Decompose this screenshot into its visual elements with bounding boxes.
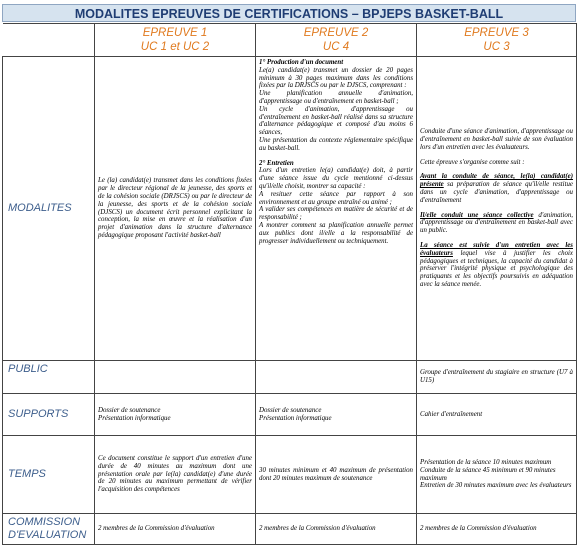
modalites-epreuve-3-p3-bold: Avant la conduite de séance, le(la) candidat(e) présente: [420, 173, 573, 189]
header-epreuve-3-title: EPREUVE 3: [464, 27, 529, 39]
supports-epreuve-2-l2: Présentation informatique: [259, 414, 332, 422]
row-commission: [3, 514, 577, 545]
modalites-epreuve-3-p4-rest: d'animation, d'apprentissage ou d'entraînement en basket-ball avec un public.: [420, 211, 574, 235]
supports-epreuve-2-l1: Dossier de soutenance: [259, 406, 322, 414]
temps-epreuve-3: [417, 436, 577, 514]
supports-epreuve-1-l1: Dossier de soutenance: [98, 406, 161, 414]
row-label-supports: SUPPORTS: [3, 394, 95, 436]
modalites-epreuve-3-p4-bold: Il/elle conduit une séance collective: [420, 211, 534, 219]
commission-epreuve-1: 2 membres de la Commission d'évaluation: [95, 514, 256, 545]
public-epreuve-1: [95, 361, 256, 394]
commission-epreuve-2: 2 membres de la Commission d'évaluation: [256, 514, 417, 545]
supports-epreuve-1-l2: Présentation informatique: [98, 414, 171, 422]
row-modalites: [3, 57, 577, 361]
temps-epreuve-3-l2: Conduite de la séance 45 minimum et 90 minutes maximum: [420, 466, 556, 482]
modalites-epreuve-2-p6: A resituer cette séance par rapport à son environnement et au groupe entraîné ou animé ;: [259, 190, 413, 206]
modalites-epreuve-2: [256, 57, 417, 361]
modalites-epreuve-2-p5: Lors d'un entretien le(a) candidat(e) doit, à partir d'une séance issue du cycle mentionné ci-dessus qu'il/elle choisit, montrer sa capacité :: [259, 167, 413, 190]
row-public: [3, 361, 577, 394]
header-epreuve-2-title: EPREUVE 2: [303, 27, 369, 39]
modalites-epreuve-1: [95, 57, 256, 361]
page-title: MODALITES EPREUVES DE CERTIFICATIONS – BPJEPS BASKET-BALL: [2, 4, 576, 22]
certification-table: [2, 23, 577, 545]
header-row: [3, 24, 577, 57]
row-label-public: PUBLIC: [3, 361, 95, 394]
header-epreuve-3: [417, 24, 577, 57]
supports-epreuve-2: [256, 394, 417, 436]
row-label-modalites: MODALITES: [3, 57, 95, 361]
modalites-epreuve-3-p3-rest: sa préparation de séance qu'il/elle restitue dans un cycle d'animation, d'apprentissage ou d'entraînement: [420, 181, 573, 204]
supports-epreuve-1: [95, 394, 256, 436]
header-epreuve-2: [256, 24, 417, 57]
modalites-epreuve-2-heading-1: 1° Production d'un document: [259, 59, 344, 66]
modalites-epreuve-2-p7: A valider ses compétences en matière de sécurité et de responsabilité ;: [259, 206, 413, 222]
modalites-epreuve-3-p5-bold: La séance est suivie d'un entretien avec les évaluateurs: [420, 241, 573, 257]
row-supports: [3, 394, 577, 436]
modalites-epreuve-3-p2: Cette épreuve s'organise comme suit :: [420, 158, 525, 166]
header-epreuve-1-uc: UC 1 et UC 2: [140, 41, 210, 53]
modalites-epreuve-2-p8: A montrer comment sa planification annuelle permet aux publics dont il/elle a la responsabilité de progresser individuellement ou techniquement.: [259, 221, 413, 245]
row-label-commission-l1: COMMISSION: [8, 516, 81, 528]
modalites-epreuve-2-p2: Une planification annuelle d'animation, d'apprentissage ou d'entraînement en basket-ball ;: [259, 90, 413, 105]
modalites-epreuve-3-p4: [420, 212, 573, 235]
modalites-epreuve-3-p1: Conduite d'une séance d'animation, d'apprentissage ou d'entraînement en basket-ball suivie de son évaluation lors d'un entretien avec les évaluateurs.: [420, 128, 573, 151]
modalites-epreuve-3-p5: [420, 242, 573, 289]
row-label-commission: [3, 514, 95, 545]
modalites-epreuve-2-p1: Le(a) candidat(e) transmet un dossier de 20 pages minimum à 30 pages maximum dans les conditions fixées par la DRJSCS ou par le DJSCS, comprenant :: [259, 66, 413, 90]
supports-epreuve-3: Cahier d'entraînement: [417, 394, 577, 436]
temps-epreuve-2: 30 minutes minimum et 40 maximum de présentation dont 20 minutes maximum de soutenance: [256, 436, 417, 514]
corner-cell: [3, 24, 95, 57]
modalites-epreuve-2-p4: Une présentation du contexte réglementaire spécifique au basket-ball.: [259, 136, 413, 152]
header-epreuve-3-uc: UC 3: [483, 41, 510, 53]
modalites-epreuve-3-p5-rest: lequel vise à justifier les choix pédagogiques et techniques, la capacité du candidat à préserver l'intégrité physique et psychologique des pratiquants et les objectifs poursuivis en adéquation avec la séance menée.: [420, 249, 573, 288]
header-epreuve-1-title: EPREUVE 1: [142, 27, 208, 39]
header-epreuve-2-uc: UC 4: [322, 41, 350, 53]
row-label-commission-l2: D'EVALUATION: [8, 529, 87, 541]
row-temps: [3, 436, 577, 514]
temps-epreuve-1: Ce document constitue le support d'un entretien d'une durée de 40 minutes au maximum dont une présentation orale par le(la) candidat(e) d'une durée de 20 minutes au maximum permettant de vérifier l'acquisition des compétences: [95, 436, 256, 514]
public-epreuve-2: [256, 361, 417, 394]
modalites-epreuve-2-p3: Un cycle d'animation, d'apprentissage ou d'entraînement en basket-ball réalisé dans sa structure d'alternance pédagogique et composé d'au moins 6 séances,: [259, 105, 413, 137]
header-epreuve-1: [95, 24, 256, 57]
temps-epreuve-3-l3: Entretien de 30 minutes maximum avec les évaluateurs: [420, 482, 572, 490]
modalites-epreuve-2-heading-2: 2° Entretien: [259, 159, 294, 167]
modalites-epreuve-3: [417, 57, 577, 361]
modalites-epreuve-3-p3: [420, 173, 573, 204]
commission-epreuve-3: 2 membres de la Commission d'évaluation: [417, 514, 577, 545]
row-label-temps: TEMPS: [3, 436, 95, 514]
temps-epreuve-3-l1: Présentation de la séance 10 minutes maximum: [420, 458, 552, 466]
modalites-epreuve-1-text: Le (la) candidat(e) transmet dans les conditions fixées par le directeur régional de la jeunesse, des sports et de la cohésion sociale (DRJSCS) ou par le directeur de la jeunesse, des sports et de la cohésion sociale (DJSCS) un document écrit personnel explicitant la conception, la mise en œuvre et la réalisation d'un projet d'animation dans la structure d'alternance pédagogique proposant l'activité basket-ball: [98, 177, 252, 239]
public-epreuve-3: Groupe d'entraînement du stagiaire en structure (U7 à U15): [417, 361, 577, 394]
